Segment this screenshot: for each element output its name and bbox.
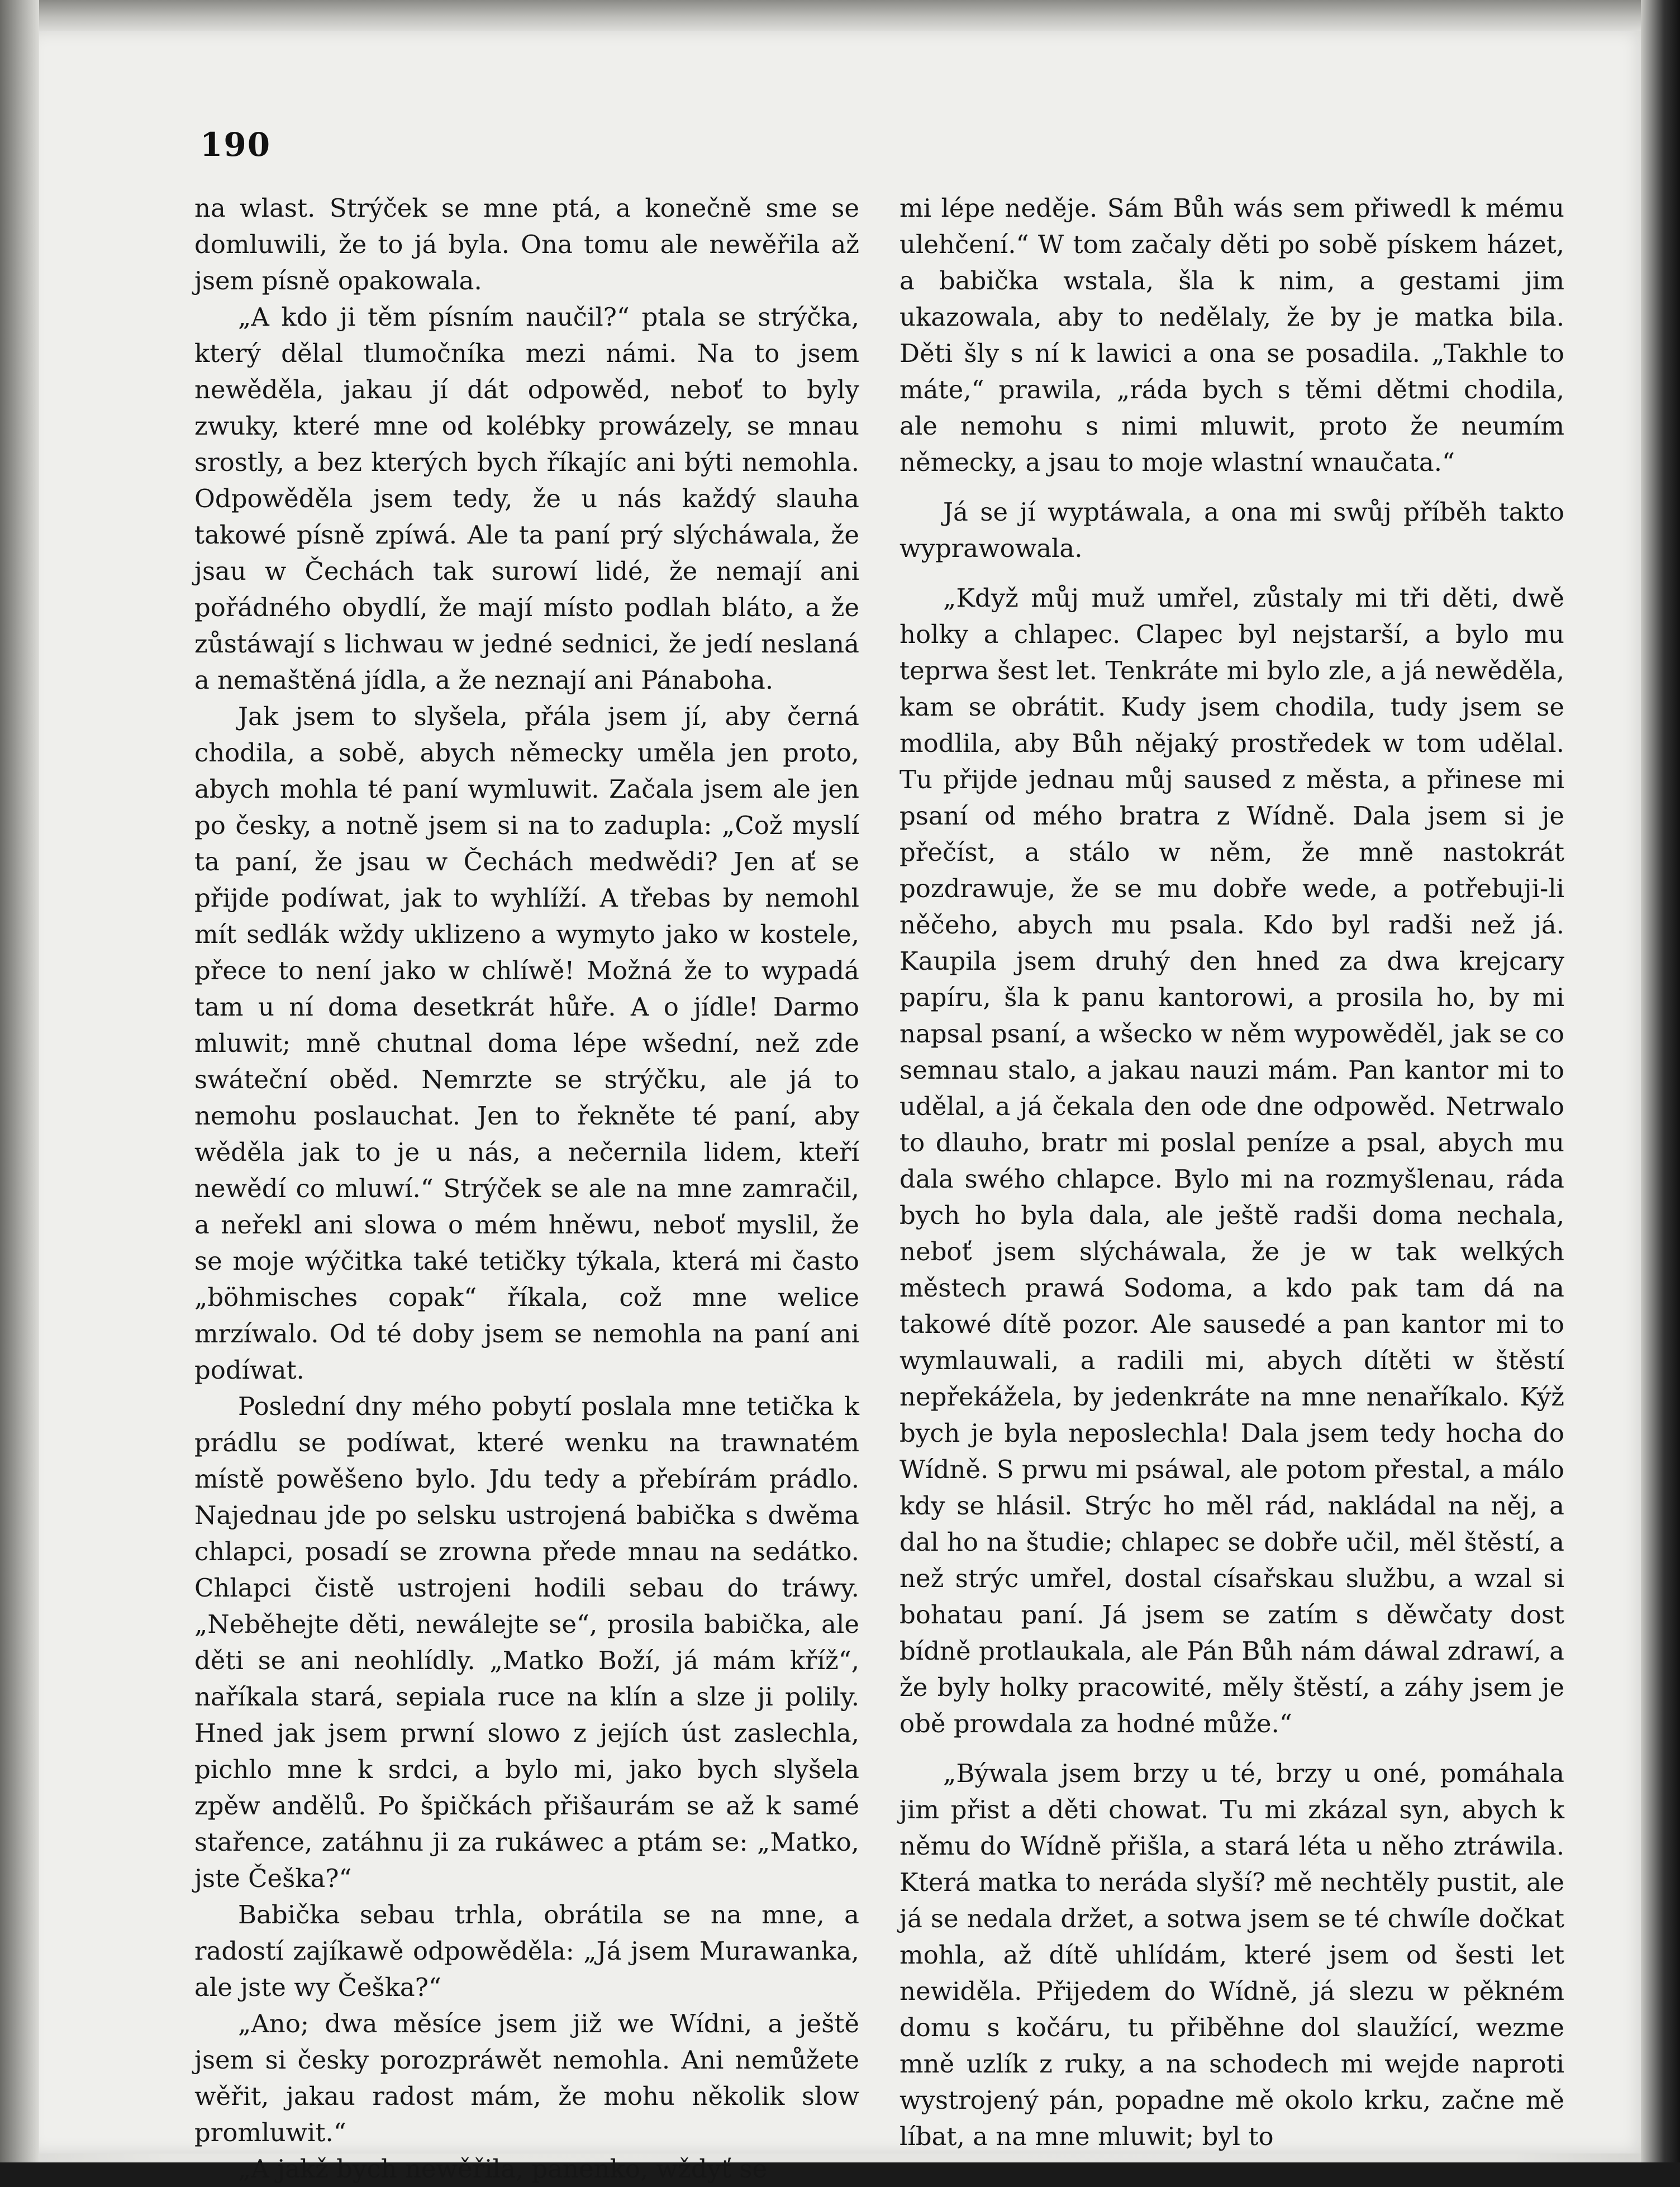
page-number: 190 [200,126,272,164]
paragraph: na wlast. Strýček se mne ptá, a konečně sme se domluwili, že to já byla. Ona tomu ale newěřila až jsem písně opakowala. [194,193,859,296]
paragraph: „A kdo ji těm písním naučil?“ ptala se strýčka, který dělal tlumočníka mezi námi. Na to jsem newěděla, jakau jí dát odpowěd, neboť to byly zwuky, které mne od kolébky prowázely, se mnau srostly, a bez kterých bych říkajíc ani býti nemohla. Odpowěděla jsem tedy, že u nás každý slauha takowé písně zpíwá. Ale ta paní prý slýcháwala, že jsau w Čechách tak surowí lidé, že nemají ani pořádného obydlí, že mají místo podlah bláto, a že zůstáwají s lichwau w jedné sednici, že jedí neslaná a nemaštěná jídla, a že neznají ani Pánaboha. [194,302,859,695]
paragraph: Já se jí wyptáwala, a ona mi swůj příběh takto wyprawowala. [900,497,1564,563]
scan-right-edge [1641,0,1680,2162]
paragraph: mi lépe neděje. Sám Bůh wás sem přiwedl k mému ulehčení.“ W tom začaly děti po sobě pískem házet, a babička wstala, šla k nim, a gestami jim ukazowala, aby to nedělaly, že by je matka bila. Děti šly s ní k lawici a ona se posadila. „Takhle to máte,“ prawila, „ráda bych s těmi dětmi chodila, ale nemohu s nimi mluwit, proto že neumím německy, a jsau to moje wlastní wnaučata.“ [900,193,1564,477]
scan-top-edge [0,0,1680,34]
paragraph: „Ano; dwa měsíce jsem již we Wídni, a ještě jsem si česky porozpráwět nemohla. Ani nemůžete wěřit, jakau radost mám, že mohu několik slow promluwit.“ [194,2009,859,2147]
right-text-column [900,190,1564,2155]
paragraph: Jak jsem to slyšela, přála jsem jí, aby černá chodila, a sobě, abych německy uměla jen proto, abych mohla té paní wymluwit. Začala jsem ale jen po česky, a notně jsem si na to zadupla: „Což myslí ta paní, že jsau w Čechách medwědi? Jen ať se přijde podíwat, jak to wyhlíží. A třebas by nemohl mít sedlák wždy uklizeno a wymyto jako w kostele, přece to není jako w chlíwě! Možná že to wypadá tam u ní doma desetkrát hůře. A o jídle! Darmo mluwit; mně chutnal doma lépe wšední, než zde swáteční oběd. Nemrzte se strýčku, ale já to nemohu poslauchat. Jen to řekněte té paní, aby wěděla jak to je u nás, a nečernila lidem, kteří newědí co mluwí.“ Strýček se ale na mne zamračil, a neřekl ani slowa o mém hněwu, neboť myslil, že se moje wýčitka také tetičky týkala, která mi často „böhmisches copak“ říkala, což mne welice mrzíwalo. Od té doby jsem se nemohla na paní ani podíwat. [194,702,859,1385]
left-text-column [194,190,859,2187]
paragraph: „Když můj muž umřel, zůstaly mi tři děti, dwě holky a chlapec. Clapec byl nejstarší, a bylo mu teprwa šest let. Tenkráte mi bylo zle, a já newěděla, kam se obrátit. Kudy jsem chodila, tudy jsem se modlila, aby Bůh nějaký prostředek w tom udělal. Tu přijde jednau můj saused z města, a přinese mi psaní od mého bratra z Wídně. Dala jsem si je přečíst, a stálo w něm, že mně nastokrát pozdrawuje, že se mu dobře wede, a potřebuji-li něčeho, abych mu psala. Kdo byl radši než já. Kaupila jsem druhý den hned za dwa krejcary papíru, šla k panu kantorowi, a prosila ho, by mi napsal psaní, a wšecko w něm wypowěděl, jak se co semnau stalo, a jakau nauzi mám. Pan kantor mi to udělal, a já čekala den ode dne odpowěd. Netrwalo to dlauho, bratr mi poslal peníze a psal, abych mu dala swého chlapce. Bylo mi na rozmyšlenau, ráda bych ho byla dala, ale ještě radši doma nechala, neboť jsem slýcháwala, že je w tak welkých městech prawá Sodoma, a kdo pak tam dá na takowé dítě pozor. Ale sausedé a pan kantor mi to wymlauwali, a radili mi, abych dítěti w štěstí nepřekážela, by jedenkráte na mne nenaříkalo. Kýž bych je byla neposlechla! Dala jsem tedy hocha do Wídně. S prwu mi psáwal, ale potom přestal, a málo kdy se hlásil. Strýc ho měl rád, nakládal na něj, a dal ho na študie; chlapec se dobře učil, měl štěstí, a než strýc umřel, dostal císařskau službu, a wzal si bohatau paní. Já jsem se zatím s děwčaty dost bídně protlaukala, ale Pán Bůh nám dáwal zdrawí, a že byly holky pracowité, měly štěstí, a záhy jsem je obě prowdala za hodné může.“ [900,583,1564,1738]
paragraph: Poslední dny mého pobytí poslala mne tetička k prádlu se podíwat, které wenku na trawnatém místě powěšeno bylo. Jdu tedy a přebírám prádlo. Najednau jde po selsku ustrojená babička s dwěma chlapci, posadí se zrowna přede mnau na sedátko. Chlapci čistě ustrojeni hodili sebau do tráwy. „Neběhejte děti, newálejte se“, prosila babička, ale děti se ani neohlídly. „Matko Boží, já mám kříž“, naříkala stará, sepiala ruce na klín a slze ji polily. Hned jak jsem prwní slowo z jejích úst zaslechla, pichlo mne k srdci, a bylo mi, jako bych slyšela zpěw andělů. Po špičkách přišaurám se až k samé stařence, zatáhnu ji za rukáwec a ptám se: „Matko, jste Češka?“ [194,1392,859,1893]
paragraph: „A jakž bych newěřila, panenko, wždyť se [238,2154,768,2184]
paragraph: Babička sebau trhla, obrátila se na mne, a radostí zajíkawě odpowěděla: „Já jsem Murawanka, ale jste wy Češka?“ [194,1900,859,2002]
scan-left-edge [0,0,39,2162]
paragraph: „Býwala jsem brzy u té, brzy u oné, pomáhala jim přist a děti chowat. Tu mi zkázal syn, abych k němu do Wídně přišla, a stará léta u něho ztráwila. Která matka to nerádа slyší? mě nechtěly pustit, ale já se nedala držet, a sotwa jsem se té chwíle dočkat mohla, až dítě uhlídám, které jsem od šesti let newiděla. Přijedem do Wídně, já slezu w pěkném domu s kočáru, tu přiběhne dol slaužící, wezme mně uzlík z ruky, a na schodech mi wejde naproti wystrojený pán, popadne mě okolo krku, začne mě líbat, a na mne mluwit; byl to [900,1759,1564,2151]
